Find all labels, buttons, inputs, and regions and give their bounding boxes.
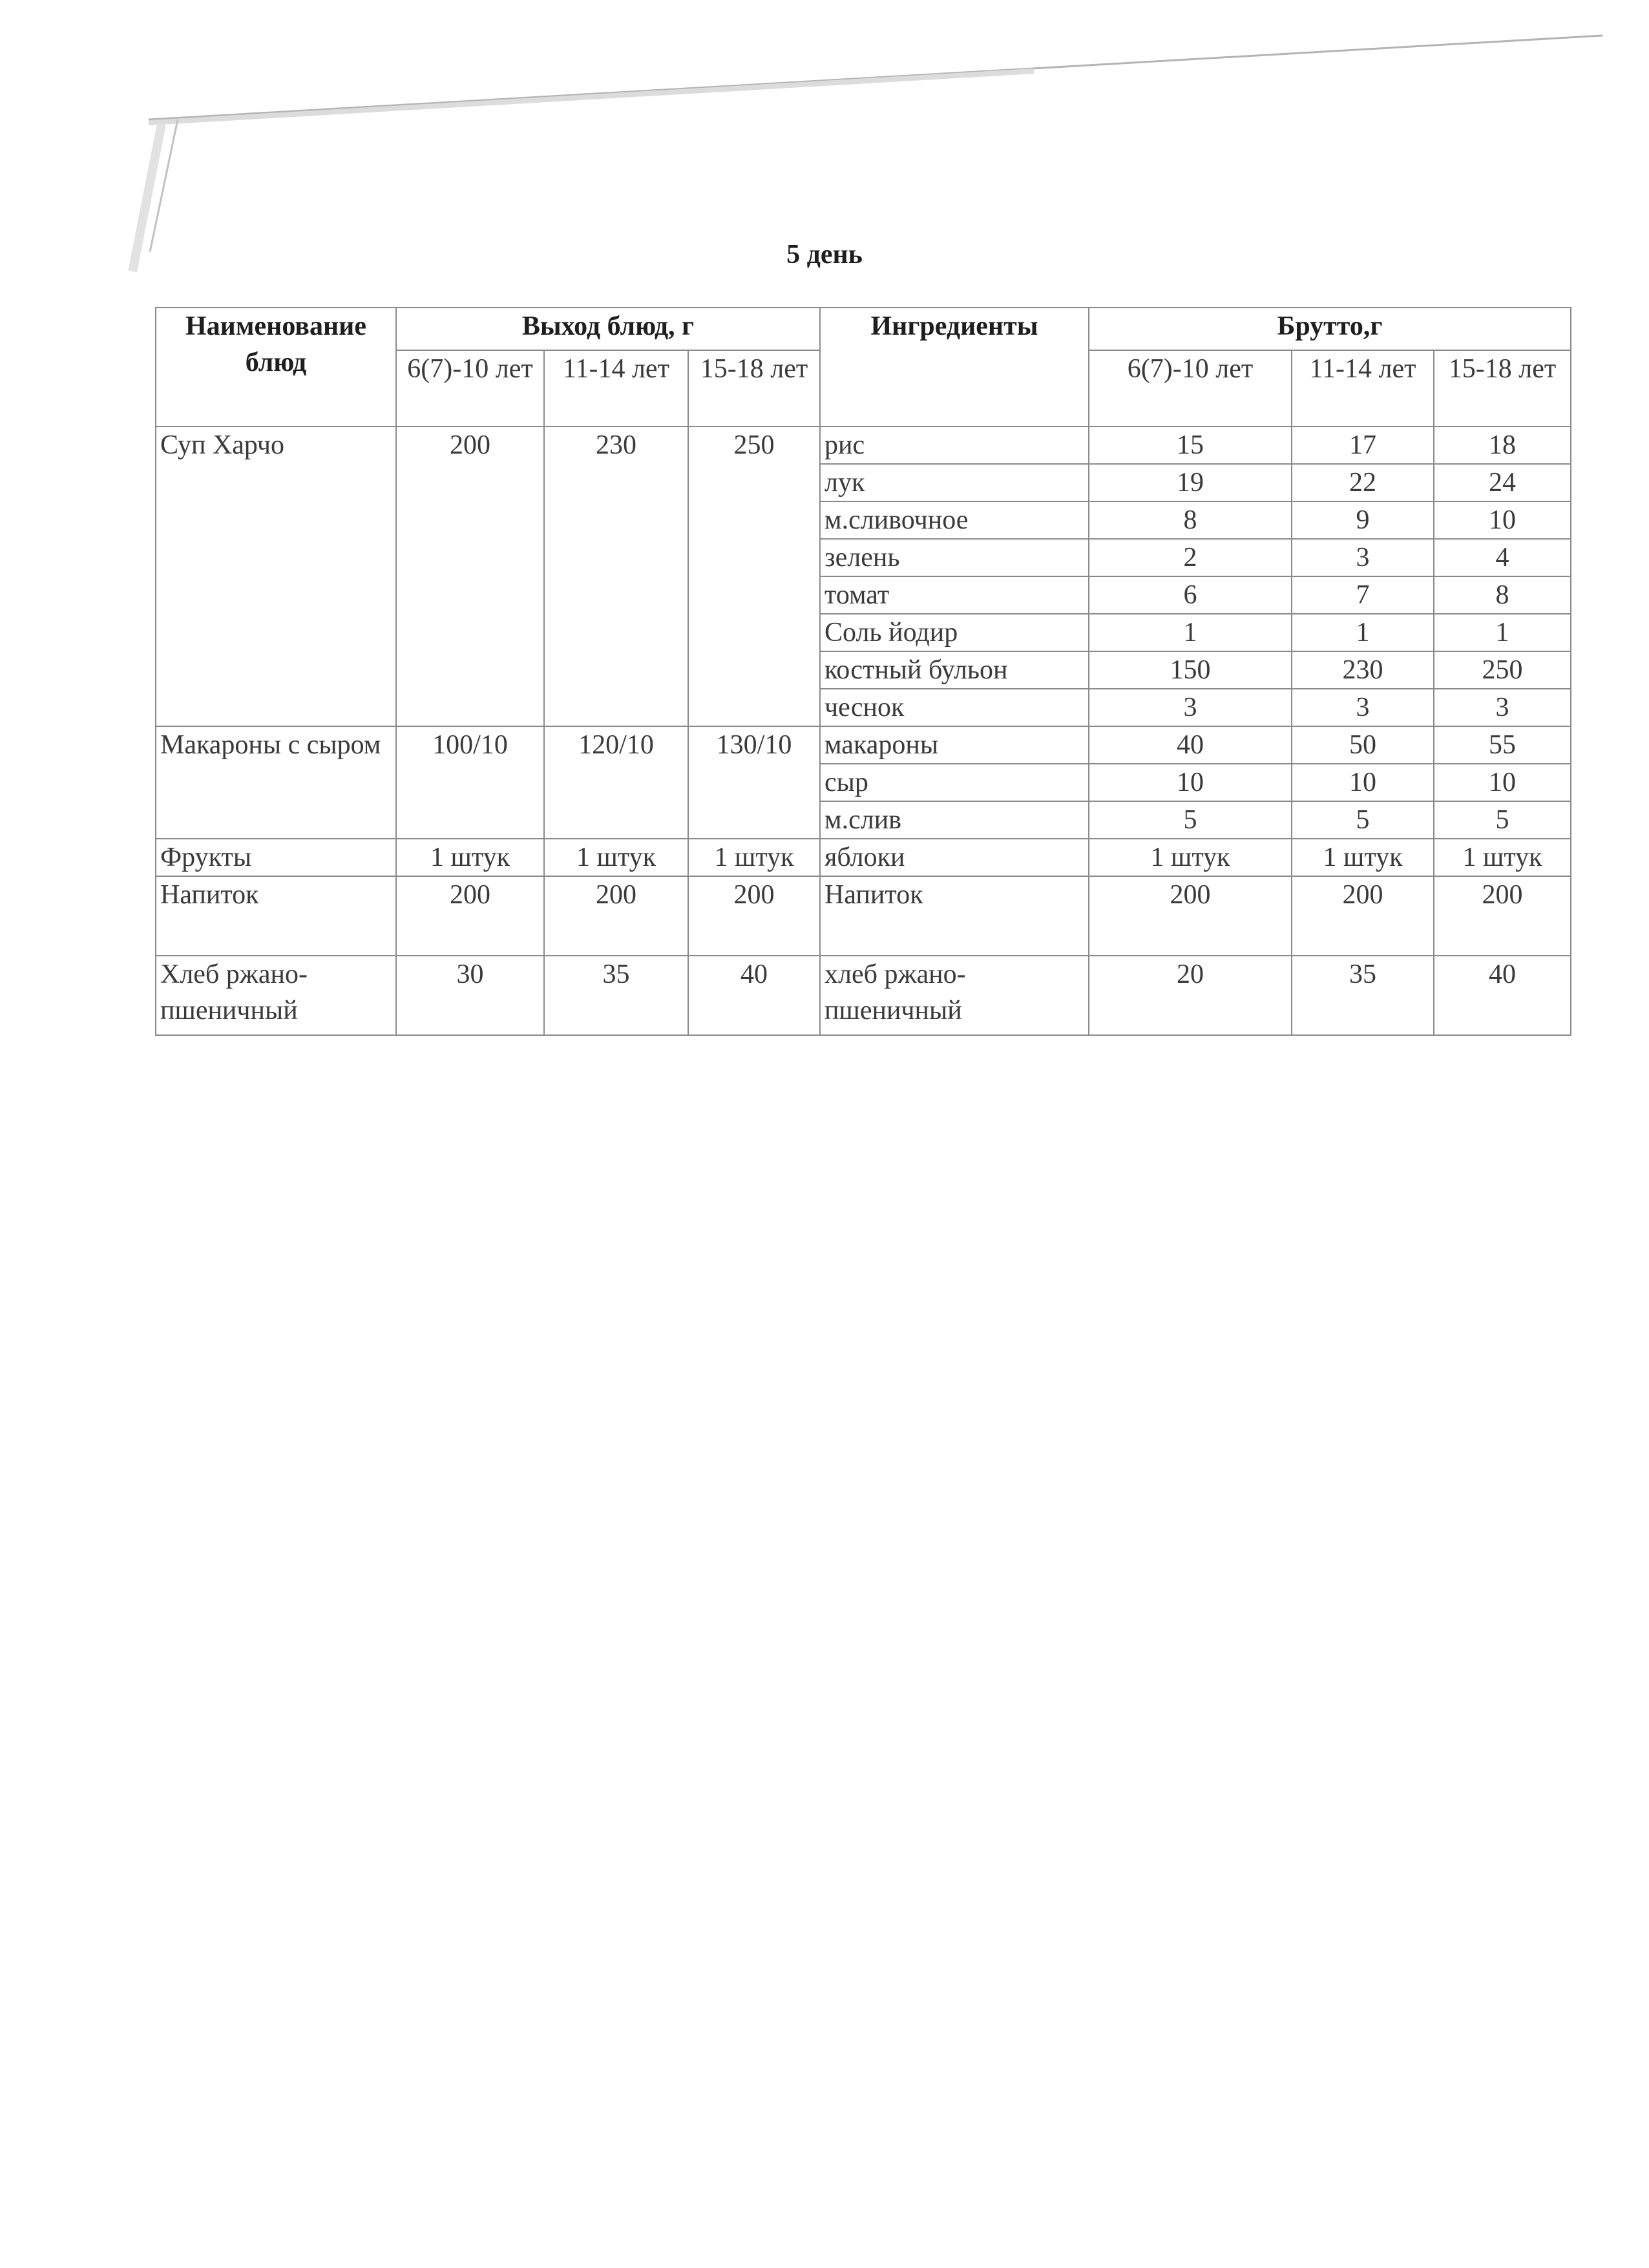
gross-value: 200 [1292, 876, 1434, 956]
dish-name: Напиток [156, 876, 396, 956]
gross-value: 20 [1089, 956, 1292, 1035]
dish-output: 200 [396, 876, 544, 956]
header-dish: Наименование блюд [156, 308, 396, 426]
gross-value: 1 [1089, 614, 1292, 651]
dish-output: 130/10 [688, 726, 820, 839]
gross-value: 5 [1292, 801, 1434, 839]
table-row [156, 726, 1571, 764]
ingredient-name: Напиток [820, 876, 1089, 956]
header-output: Выход блюд, г [396, 308, 820, 350]
gross-value: 10 [1089, 764, 1292, 801]
gross-value: 24 [1434, 464, 1571, 501]
dish-name: Суп Харчо [156, 426, 396, 726]
gross-value: 4 [1434, 539, 1571, 576]
gross-value: 17 [1292, 426, 1434, 464]
header-output-age: 11-14 лет [544, 350, 688, 426]
header-output-age: 15-18 лет [688, 350, 820, 426]
gross-value: 5 [1089, 801, 1292, 839]
gross-value: 10 [1434, 764, 1571, 801]
ingredient-name: рис [820, 426, 1089, 464]
ingredient-name: макароны [820, 726, 1089, 764]
table-row [156, 839, 1571, 876]
table-row [156, 876, 1571, 956]
dish-output: 35 [544, 956, 688, 1035]
gross-value: 6 [1089, 576, 1292, 614]
header-gross: Брутто,г [1089, 308, 1571, 350]
gross-value: 200 [1089, 876, 1292, 956]
dish-output: 30 [396, 956, 544, 1035]
gross-value: 50 [1292, 726, 1434, 764]
header-ingredients: Ингредиенты [820, 308, 1089, 426]
dish-output: 1 штук [396, 839, 544, 876]
gross-value: 3 [1434, 689, 1571, 726]
ingredient-name: томат [820, 576, 1089, 614]
header-gross-age: 6(7)-10 лет [1089, 350, 1292, 426]
ingredient-name: лук [820, 464, 1089, 501]
ingredient-name: яблоки [820, 839, 1089, 876]
ingredient-name: м.слив [820, 801, 1089, 839]
gross-value: 1 штук [1089, 839, 1292, 876]
header-gross-age: 11-14 лет [1292, 350, 1434, 426]
dish-output: 40 [688, 956, 820, 1035]
gross-value: 19 [1089, 464, 1292, 501]
table-row [156, 956, 1571, 1035]
dish-output: 1 штук [544, 839, 688, 876]
gross-value: 8 [1089, 501, 1292, 539]
gross-value: 2 [1089, 539, 1292, 576]
gross-value: 10 [1434, 501, 1571, 539]
header-gross-age: 15-18 лет [1434, 350, 1571, 426]
dish-output: 100/10 [396, 726, 544, 839]
dish-output: 250 [688, 426, 820, 726]
page-title: 5 день [786, 240, 863, 269]
header-output-age: 6(7)-10 лет [396, 350, 544, 426]
ingredient-name: сыр [820, 764, 1089, 801]
gross-value: 18 [1434, 426, 1571, 464]
ingredient-name: костный бульон [820, 651, 1089, 689]
gross-value: 9 [1292, 501, 1434, 539]
ingredient-name: зелень [820, 539, 1089, 576]
gross-value: 250 [1434, 651, 1571, 689]
gross-value: 55 [1434, 726, 1571, 764]
table-row [156, 426, 1571, 464]
dish-output: 200 [688, 876, 820, 956]
dish-output: 1 штук [688, 839, 820, 876]
gross-value: 10 [1292, 764, 1434, 801]
gross-value: 1 штук [1434, 839, 1571, 876]
ingredient-name: м.сливочное [820, 501, 1089, 539]
menu-table [155, 307, 1571, 1036]
header-row-1 [156, 308, 1571, 350]
gross-value: 1 [1292, 614, 1434, 651]
gross-value: 35 [1292, 956, 1434, 1035]
ingredient-name: Соль йодир [820, 614, 1089, 651]
gross-value: 3 [1089, 689, 1292, 726]
gross-value: 40 [1434, 956, 1571, 1035]
gross-value: 150 [1089, 651, 1292, 689]
gross-value: 1 [1434, 614, 1571, 651]
gross-value: 200 [1434, 876, 1571, 956]
gross-value: 7 [1292, 576, 1434, 614]
dish-output: 230 [544, 426, 688, 726]
dish-name: Хлеб ржано-пшеничный [156, 956, 396, 1035]
gross-value: 40 [1089, 726, 1292, 764]
dish-name: Макароны с сыром [156, 726, 396, 839]
ingredient-name: чеснок [820, 689, 1089, 726]
dish-name: Фрукты [156, 839, 396, 876]
dish-output: 120/10 [544, 726, 688, 839]
gross-value: 230 [1292, 651, 1434, 689]
dish-output: 200 [544, 876, 688, 956]
gross-value: 3 [1292, 689, 1434, 726]
dish-output: 200 [396, 426, 544, 726]
gross-value: 8 [1434, 576, 1571, 614]
gross-value: 5 [1434, 801, 1571, 839]
gross-value: 22 [1292, 464, 1434, 501]
gross-value: 15 [1089, 426, 1292, 464]
gross-value: 3 [1292, 539, 1434, 576]
gross-value: 1 штук [1292, 839, 1434, 876]
ingredient-name: хлеб ржано-пшеничный [820, 956, 1089, 1035]
